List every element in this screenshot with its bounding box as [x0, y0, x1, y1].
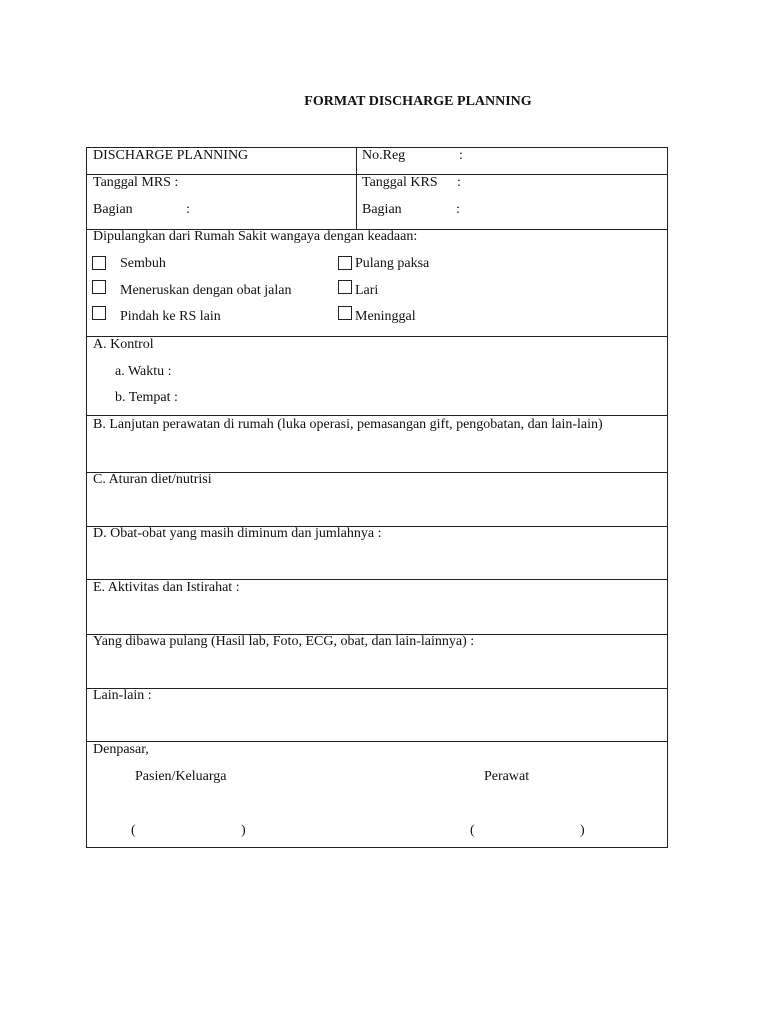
checkbox-sembuh[interactable] — [92, 256, 106, 270]
tanggal-mrs-label: Tanggal MRS : — [93, 175, 179, 190]
checkbox-lari[interactable] — [338, 280, 352, 294]
divider — [87, 336, 667, 337]
column-divider — [356, 148, 357, 229]
section-lain-lain: Lain-lain : — [93, 688, 152, 703]
signature-patient-label: Pasien/Keluarga — [135, 769, 227, 784]
kontrol-tempat: b. Tempat : — [115, 390, 178, 405]
bagian-left-label: Bagian — [93, 202, 133, 217]
kontrol-heading: A. Kontrol — [93, 337, 154, 352]
section-c: C. Aturan diet/nutrisi — [93, 472, 212, 487]
tanggal-krs-label: Tanggal KRS — [362, 175, 438, 190]
option-sembuh: Sembuh — [120, 256, 166, 271]
kontrol-waktu: a. Waktu : — [115, 364, 172, 379]
checkbox-meneruskan[interactable] — [92, 280, 106, 294]
option-pulang-paksa: Pulang paksa — [355, 256, 430, 271]
bagian-left-colon: : — [186, 202, 190, 217]
divider — [87, 688, 667, 689]
discharge-intro: Dipulangkan dari Rumah Sakit wangaya dengan keadaan: — [93, 229, 418, 244]
document-title: FORMAT DISCHARGE PLANNING — [304, 94, 532, 109]
divider — [87, 415, 667, 416]
no-reg-label: No.Reg — [362, 148, 406, 163]
checkbox-pulang-paksa[interactable] — [338, 256, 352, 270]
checkbox-pindah-rs[interactable] — [92, 306, 106, 320]
patient-open-paren: ( — [131, 823, 136, 838]
bagian-right-label: Bagian — [362, 202, 402, 217]
signature-nurse-label: Perawat — [484, 769, 530, 784]
option-pindah-rs: Pindah ke RS lain — [120, 309, 221, 324]
section-e: E. Aktivitas dan Istirahat : — [93, 580, 240, 595]
bagian-right-colon: : — [456, 202, 460, 217]
option-lari: Lari — [355, 283, 379, 298]
divider — [87, 741, 667, 742]
section-d: D. Obat-obat yang masih diminum dan jumlahnya : — [93, 526, 382, 541]
patient-close-paren: ) — [241, 823, 246, 838]
signature-place: Denpasar, — [93, 742, 149, 757]
section-dibawa-pulang: Yang dibawa pulang (Hasil lab, Foto, ECG, obat, dan lain-lainnya) : — [93, 634, 475, 649]
header-label: DISCHARGE PLANNING — [93, 148, 249, 163]
nurse-close-paren: ) — [580, 823, 585, 838]
no-reg-colon: : — [459, 148, 463, 163]
tanggal-krs-colon: : — [457, 175, 461, 190]
option-meneruskan: Meneruskan dengan obat jalan — [120, 283, 292, 298]
checkbox-meninggal[interactable] — [338, 306, 352, 320]
discharge-form — [86, 147, 668, 848]
option-meninggal: Meninggal — [355, 309, 416, 324]
nurse-open-paren: ( — [470, 823, 475, 838]
section-b: B. Lanjutan perawatan di rumah (luka operasi, pemasangan gift, pengobatan, dan lain-lain) — [93, 417, 603, 432]
